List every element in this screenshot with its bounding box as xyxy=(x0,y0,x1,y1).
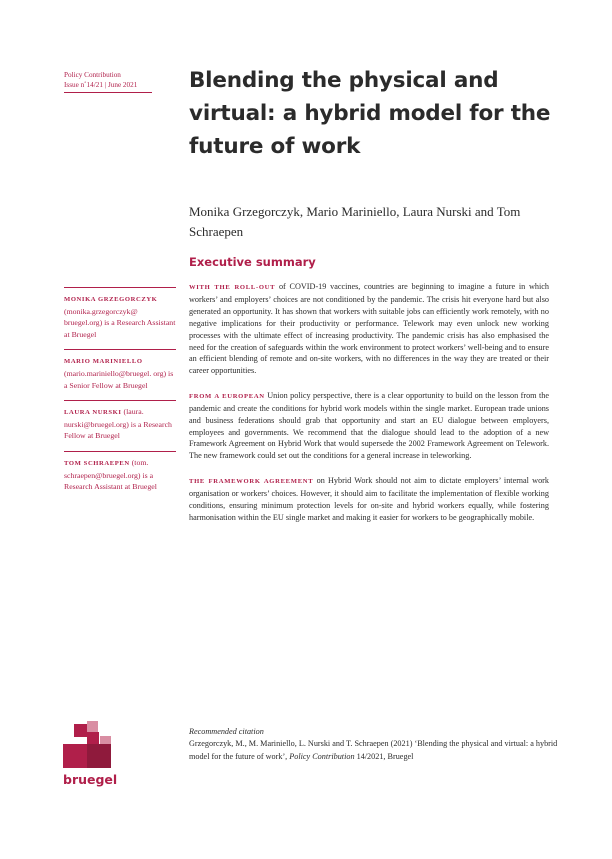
paragraph-text: of COVID-19 vaccines, countries are beginning to imagine a future in which workers’ and employers’ choices are not conditioned by the pandemic. The crisis hit everyone hard but also generated an opportunity. It has shown that workers with suitable jobs can efficiently work remotely, with no negative implications for their productivity or performance. Telework may even unlock new working processes with the ultimate effect of increasing productivity. The pandemic crisis has also emphasised the need for the creation of safeguards within the work environment to protect workers’ well-being and to ensure an efficient blending of remote and on-site workers, with no differences in the way they are treated or their career opportunities. xyxy=(189,282,549,376)
paragraph-lead: FROM A EUROPEAN xyxy=(189,392,265,400)
issue-info: Issue n˚14/21 | June 2021 xyxy=(64,81,138,89)
author-bio-text: (monika.grzegorczyk@ bruegel.org) is a Research Assistant at Bruegel xyxy=(64,306,176,339)
recommended-citation xyxy=(189,726,569,763)
author-bio xyxy=(64,349,176,391)
citation-issue: 14/2021, Bruegel xyxy=(354,751,414,761)
citation-series: Policy Contribution xyxy=(289,751,355,761)
page-title: Blending the physical and virtual: a hybrid model for the future of work xyxy=(189,68,551,159)
paragraph-text: on Hybrid Work should not aim to dictate employers’ internal work organisation or workers’ choices. However, it should aim to facilitate the implementation of flexible working conditions, ensuring minimum protection levels for on-site and hybrid workers equally, while fostering harmonisation within the EU single market and making it easier for workers to be geographically mobile. xyxy=(189,475,549,522)
paragraph xyxy=(189,281,549,377)
series-name: Policy Contribution xyxy=(64,71,121,79)
author-bios xyxy=(64,287,176,502)
paragraph xyxy=(189,390,549,462)
paragraph-text: Union policy perspective, there is a clear opportunity to build on the lesson from the pandemic and create the conditions for hybrid work models within the single market. European trade unions and business federations should grab that opportunity and start an EU dialogue between employers, employees and governments. We recommend that the dialogue should lead to the adoption of a new Framework Agreement on Hybrid Work that would supersede the 2002 Framework Agreement on Telework. The new framework could set out the conditions for a general increase in teleworking. xyxy=(189,390,549,461)
section-heading: Executive summary xyxy=(189,255,316,269)
summary-body xyxy=(189,281,549,536)
paragraph-lead: WITH THE ROLL-OUT xyxy=(189,284,276,291)
author-bio xyxy=(64,287,176,340)
author-bio-text: (mario.mariniello@bruegel. org) is a Senior Fellow at Bruegel xyxy=(64,368,174,390)
author-bio-name: MARIO MARINIELLO xyxy=(64,358,143,366)
author-bio-name: MONIKA GRZEGORCZYK xyxy=(64,296,158,303)
series-label xyxy=(64,70,164,93)
author-bio-text: (laura. nurski@bruegel.org) is a Research Fellow at Bruegel xyxy=(64,407,172,441)
citation-label: Recommended citation xyxy=(189,727,264,736)
author-bio-text: (tom. schraepen@bruegel.org) is a Research Assistant at Bruegel xyxy=(64,457,157,492)
author-list: Monika Grzegorczyk, Mario Mariniello, Laura Nurski and Tom Schraepen xyxy=(189,204,521,239)
author-bio xyxy=(64,400,176,442)
series-rule xyxy=(64,92,152,93)
citation-main: Grzegorczyk, M., M. Mariniello, L. Nurski and T. Schraepen (2021) ‘Blending the physical and virtual: a hybrid model for the future of work’, xyxy=(189,739,558,761)
paragraph-lead: THE FRAMEWORK AGREEMENT xyxy=(189,477,314,485)
logo-squares-icon xyxy=(63,721,123,771)
paragraph xyxy=(189,475,549,524)
citation-text xyxy=(189,738,569,763)
author-bio-name: TOM SCHRAEPEN xyxy=(64,459,130,467)
author-bio-name: LAURA NURSKI xyxy=(64,409,122,417)
bruegel-logo xyxy=(63,721,123,791)
logo-wordmark: bruegel xyxy=(63,772,118,787)
author-bio xyxy=(64,451,176,493)
